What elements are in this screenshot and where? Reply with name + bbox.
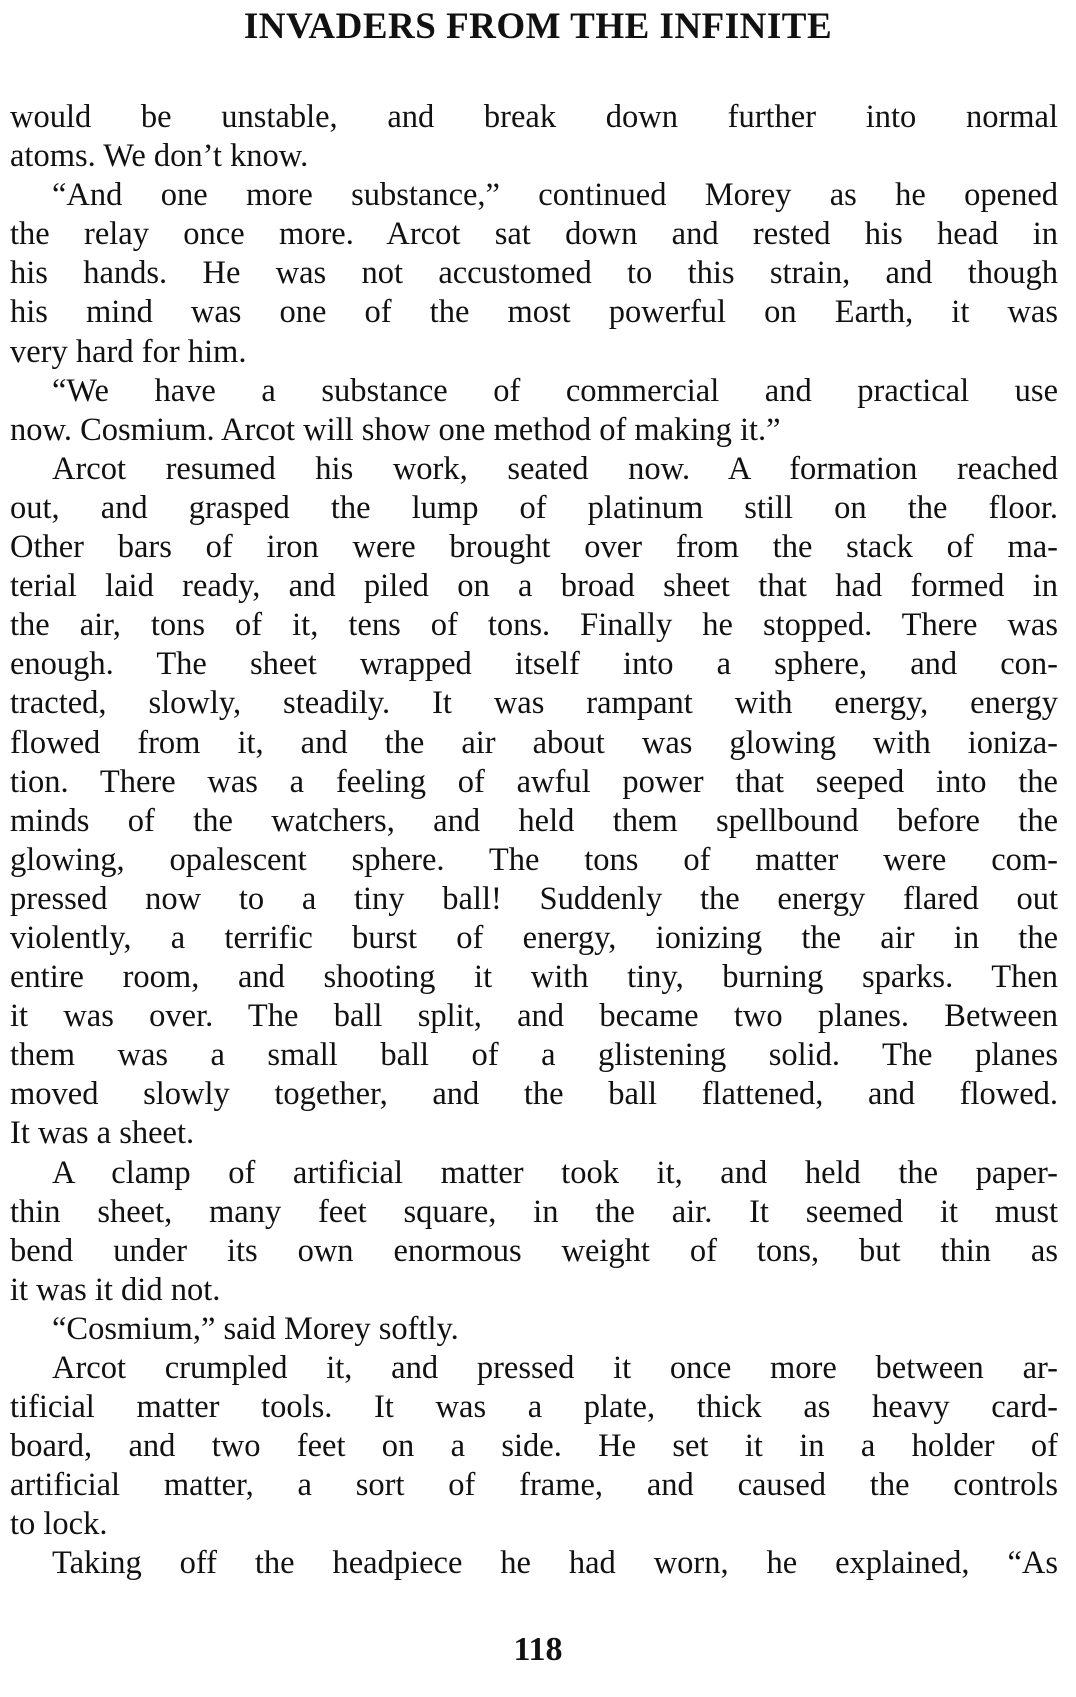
text-line: terial laid ready, and piled on a broad sheet that had formed in (10, 568, 1058, 605)
text-line: moved slowly together, and the ball flattened, and flowed. (10, 1076, 1058, 1113)
text-line: Taking off the headpiece he had worn, he explained, “As (52, 1545, 1058, 1582)
text-line: It was a sheet. (10, 1115, 195, 1152)
text-line: pressed now to a tiny ball! Suddenly the energy flared out (10, 880, 1058, 917)
text-line: “Cosmium,” said Morey softly. (52, 1310, 459, 1347)
text-line: “We have a substance of commercial and practical use (52, 372, 1058, 409)
text-line: flowed from it, and the air about was glowing with ioniza- (10, 724, 1058, 761)
text-line: Arcot resumed his work, seated now. A formation reached (52, 450, 1058, 487)
text-line: would be unstable, and break down further into normal (10, 99, 1058, 135)
text-line: his mind was one of the most powerful on Earth, it was (10, 294, 1058, 331)
text-line: glowing, opalescent sphere. The tons of matter were com- (10, 841, 1058, 878)
text-line: the relay once more. Arcot sat down and rested his head in (10, 216, 1058, 253)
text-line: Arcot crumpled it, and pressed it once more between ar- (52, 1350, 1058, 1386)
text-line: thin sheet, many feet square, in the air. It seemed it must (10, 1193, 1058, 1230)
text-line: his hands. He was not accustomed to this strain, and though (10, 255, 1058, 292)
text-line: it was over. The ball split, and became two planes. Between (10, 998, 1058, 1035)
text-line: bend under its own enormous weight of tons, but thin as (10, 1232, 1058, 1269)
text-line: atoms. We don’t know. (10, 138, 309, 175)
text-line: the air, tons of it, tens of tons. Finally he stopped. There was (10, 607, 1058, 644)
body-text (10, 98, 1058, 1584)
page-number: 118 (513, 1631, 563, 1668)
text-line: enough. The sheet wrapped itself into a sphere, and con- (10, 646, 1058, 683)
text-line: very hard for him. (10, 333, 247, 370)
text-line: tificial matter tools. It was a plate, thick as heavy card- (10, 1389, 1058, 1426)
text-line: board, and two feet on a side. He set it in a holder of (10, 1428, 1058, 1465)
text-line: A clamp of artificial matter took it, and held the paper- (52, 1154, 1058, 1191)
text-line: tion. There was a feeling of awful power that seeped into the (10, 763, 1058, 800)
text-line: entire room, and shooting it with tiny, burning sparks. Then (10, 959, 1058, 996)
text-line: tracted, slowly, steadily. It was rampant with energy, energy (10, 685, 1058, 722)
text-line: them was a small ball of a glistening solid. The planes (10, 1037, 1058, 1074)
text-line: it was it did not. (10, 1271, 221, 1308)
running-head: INVADERS FROM THE INFINITE (243, 6, 833, 47)
text-line: now. Cosmium. Arcot will show one method of making it.” (10, 411, 781, 448)
text-line: violently, a terrific burst of energy, ionizing the air in the (10, 919, 1058, 956)
text-line: artificial matter, a sort of frame, and caused the controls (10, 1467, 1058, 1504)
text-line: to lock. (10, 1506, 108, 1543)
text-line: out, and grasped the lump of platinum still on the floor. (10, 489, 1058, 526)
text-line: minds of the watchers, and held them spellbound before the (10, 802, 1058, 839)
text-line: Other bars of iron were brought over from the stack of ma- (10, 529, 1058, 566)
text-line: “And one more substance,” continued Morey as he opened (52, 177, 1058, 214)
